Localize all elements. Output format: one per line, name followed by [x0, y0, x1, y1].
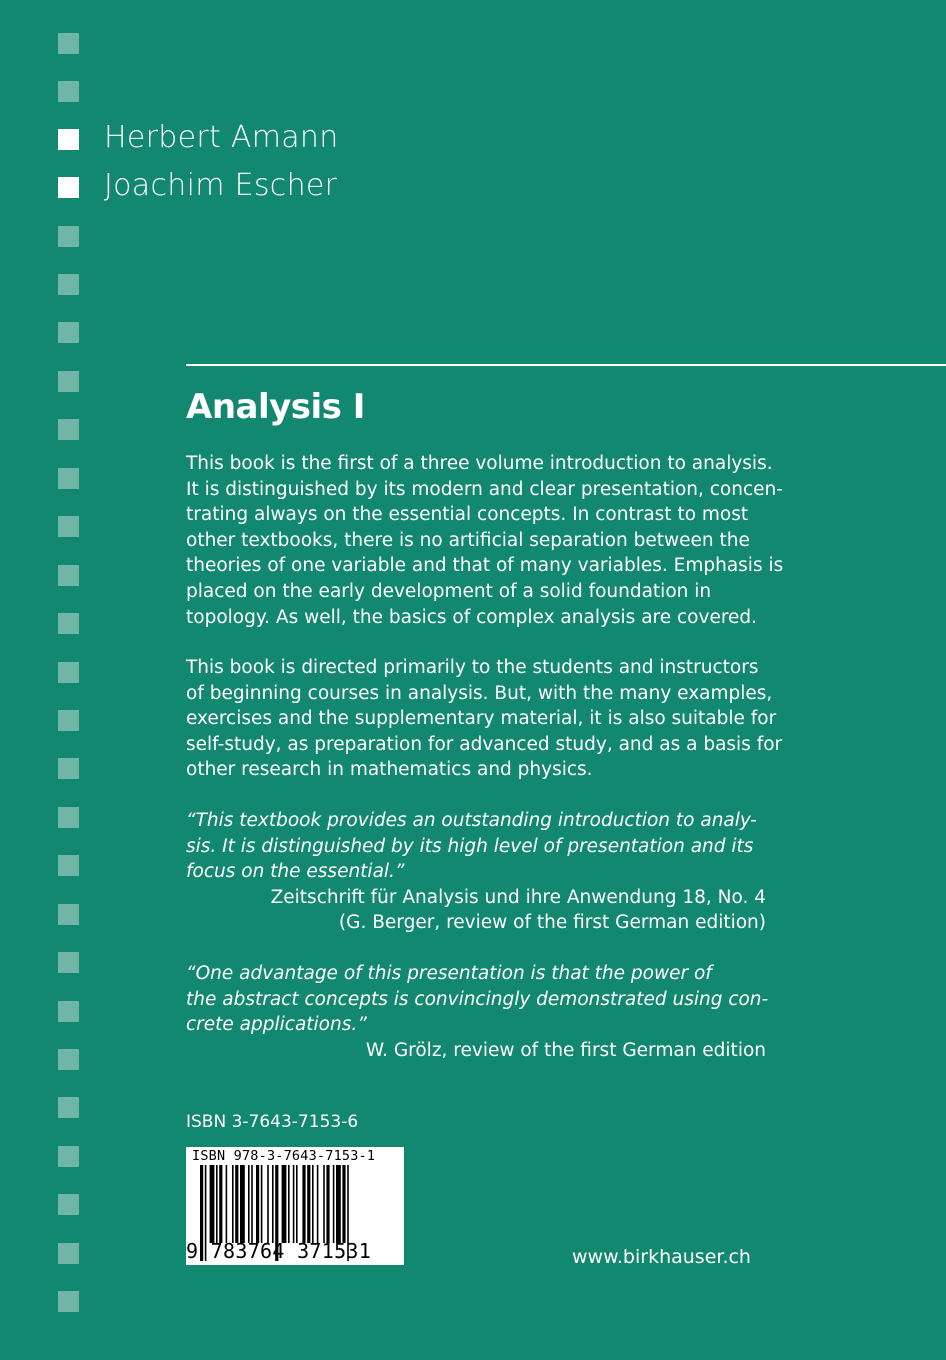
decorative-square: [58, 226, 79, 247]
barcode-bar: [219, 1165, 222, 1243]
barcode-bar: [302, 1165, 305, 1243]
decorative-square: [58, 322, 79, 343]
author-bullet-square: [58, 129, 79, 150]
decorative-square: [58, 1243, 79, 1264]
book-title: Analysis I: [186, 387, 365, 427]
barcode-bar: [342, 1165, 345, 1243]
barcode-bar: [333, 1165, 335, 1243]
barcode-bar: [282, 1165, 287, 1243]
decorative-square: [58, 904, 79, 925]
quote-line: sis. It is distinguished by its high level of presentation and its: [186, 835, 754, 857]
text-line: exercises and the supplementary material, it is also suitable for: [186, 708, 777, 730]
text-line: It is distinguished by its modern and clear presentation, concen-: [186, 478, 783, 500]
decorative-square: [58, 516, 79, 537]
decorative-square: [58, 1097, 79, 1118]
decorative-square: [58, 1146, 79, 1167]
decorative-square: [58, 33, 79, 54]
barcode-bar: [251, 1165, 253, 1243]
decorative-square: [58, 81, 79, 102]
decorative-square: [58, 952, 79, 973]
isbn-text: ISBN 3-7643-7153-6: [186, 1112, 359, 1132]
text-line: This book is the first of a three volume introduction to analysis.: [186, 453, 773, 474]
description-paragraph-1: [186, 451, 784, 630]
barcode-bar: [317, 1165, 319, 1243]
quote-line: crete applications.”: [186, 1014, 367, 1036]
decorative-square: [58, 855, 79, 876]
decorative-square: [58, 274, 79, 295]
barcode-bar: [256, 1165, 259, 1243]
decorative-square-column: [0, 0, 120, 1360]
barcode-bar: [293, 1165, 295, 1243]
text-line: This book is directed primarily to the students and instructors: [186, 657, 759, 678]
text-line: of beginning courses in analysis. But, with the many examples,: [186, 682, 773, 704]
decorative-square: [58, 1291, 79, 1312]
author-name: Herbert Amann: [104, 120, 339, 155]
quote-line: the abstract concepts is convincingly demonstrated using con-: [186, 988, 769, 1010]
text-line: trating always on the essential concepts. In contrast to most: [186, 504, 749, 526]
text-line: placed on the early development of a solid foundation in: [186, 580, 712, 602]
barcode-bar: [326, 1165, 329, 1243]
quote-line: “This textbook provides an outstanding introduction to analy-: [186, 810, 757, 831]
text-line: topology. As well, the basics of complex analysis are covered.: [186, 606, 758, 628]
barcode-bar: [288, 1165, 290, 1243]
barcode-bar: [248, 1165, 250, 1243]
decorative-square: [58, 807, 79, 828]
barcode-digits: 9 783764 371531: [186, 1239, 372, 1263]
barcode-bar: [261, 1165, 263, 1243]
barcode-bar: [232, 1165, 234, 1243]
barcode-bar: [323, 1165, 325, 1243]
quote-line: “One advantage of this presentation is that the power of: [186, 963, 712, 984]
barcode-isbn-label: ISBN 978-3-7643-7153-1: [192, 1148, 376, 1164]
description-paragraph-2: [186, 655, 783, 783]
barcode-bar: [307, 1165, 310, 1243]
review-quote-2: [186, 961, 776, 1063]
decorative-square: [58, 371, 79, 392]
horizontal-rule: [186, 364, 946, 366]
decorative-square: [58, 468, 79, 489]
decorative-square: [58, 662, 79, 683]
decorative-square: [58, 613, 79, 634]
decorative-square: [58, 1194, 79, 1215]
decorative-square: [58, 1001, 79, 1022]
text-line: other textbooks, there is no artificial separation between the: [186, 529, 750, 551]
quote-source: Zeitschrift für Analysis und ihre Anwendung 18, No. 4: [270, 886, 766, 908]
decorative-square: [58, 1049, 79, 1070]
quote-line: focus on the essential.”: [186, 861, 405, 883]
text-line: theories of one variable and that of many variables. Emphasis is: [186, 555, 784, 577]
review-quote-1: [186, 808, 776, 936]
barcode-bar: [312, 1165, 314, 1243]
decorative-square: [58, 758, 79, 779]
barcode-bar: [240, 1165, 245, 1243]
barcode-bar: [235, 1165, 238, 1243]
decorative-square: [58, 565, 79, 586]
text-line: other research in mathematics and physics.: [186, 759, 593, 781]
publisher-url[interactable]: www.birkhauser.ch: [572, 1246, 751, 1268]
decorative-square: [58, 419, 79, 440]
decorative-square: [58, 710, 79, 731]
author-name: Joachim Escher: [104, 168, 338, 203]
quote-source: W. Grölz, review of the first German edition: [365, 1039, 766, 1061]
barcode-bar: [216, 1165, 218, 1243]
barcode-bar: [296, 1165, 298, 1243]
barcode-bar: [267, 1165, 269, 1243]
author-bullet-square: [58, 177, 79, 198]
barcode-bar: [336, 1165, 341, 1243]
barcode-bar: [210, 1165, 215, 1243]
quote-source: (G. Berger, review of the first German edition): [338, 912, 766, 934]
barcode-bar: [272, 1165, 274, 1243]
barcode-bar: [226, 1165, 228, 1243]
text-line: self-study, as preparation for advanced study, and as a basis for: [186, 733, 783, 755]
